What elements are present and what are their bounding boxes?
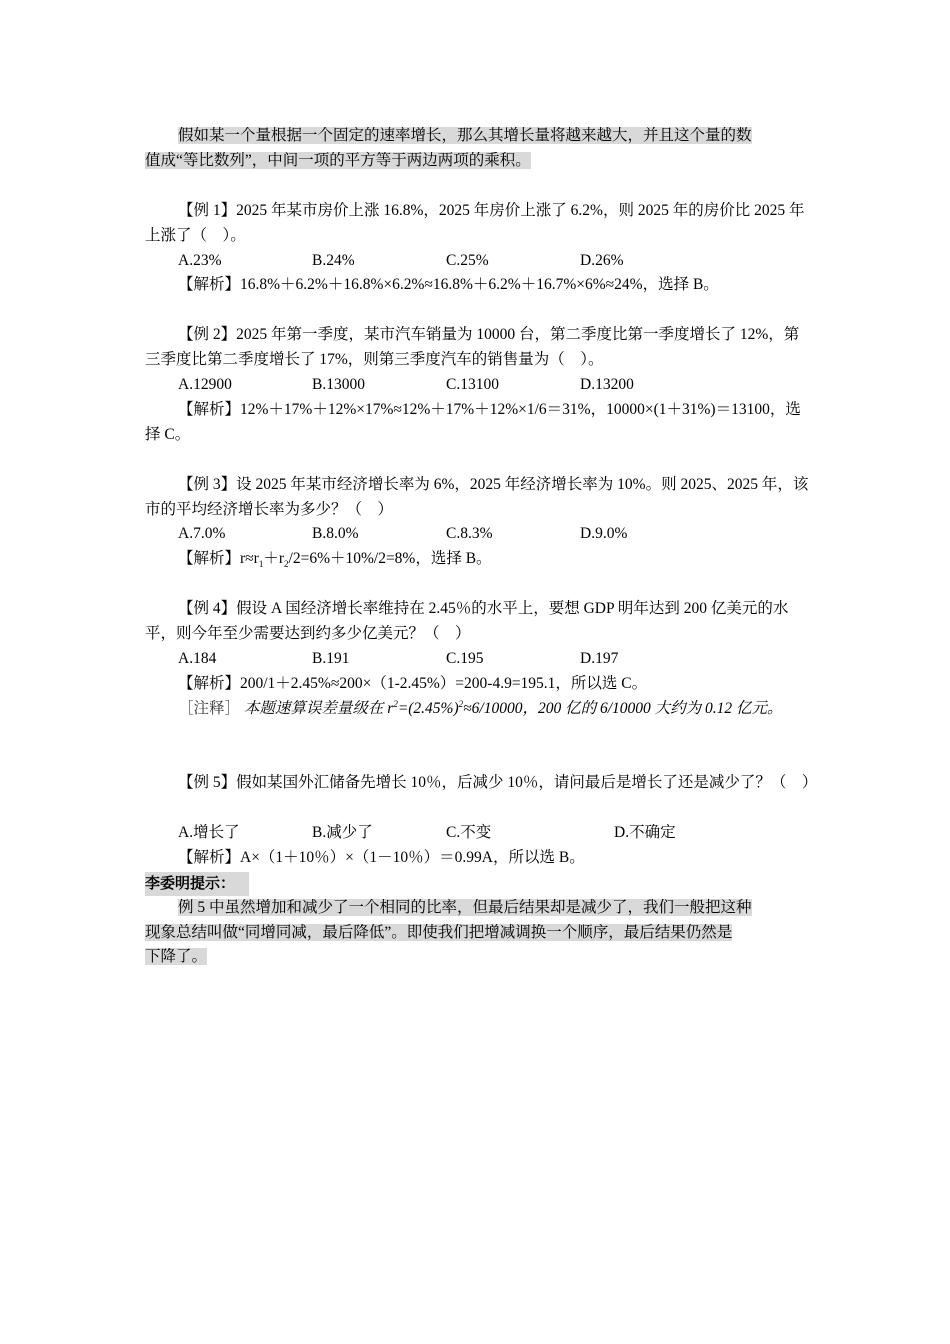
example-4-options [178, 647, 818, 671]
note-label: ［注释］ [178, 700, 241, 717]
option-a: A.增长了 [178, 824, 240, 841]
option-d: D.26% [580, 252, 624, 269]
option-c: C.不变 [446, 824, 492, 841]
example-4-answer: 【解析】200/1＋2.45%≈200×（1-2.45%）=200-4.9=195.1，所以选 C。 [178, 675, 648, 692]
option-a: A.12900 [178, 376, 232, 393]
option-b: B.减少了 [312, 824, 373, 841]
example-1-options [178, 249, 818, 273]
option-b: B.13000 [312, 376, 365, 393]
option-c: C.195 [446, 650, 484, 667]
example-2-question: 【例 2】2025 年第一季度，某市汽车销量为 10000 台，第二季度比第一季度增长了 12%，第三季度比第二季度增长了 17%，则第三季度汽车的销售量为（ ）。 [145, 326, 800, 368]
option-b: B.24% [312, 252, 355, 269]
option-a: A.23% [178, 252, 222, 269]
example-5-answer: 【解析】A×（1＋10％）×（1－10％）＝0.99A，所以选 B。 [178, 849, 585, 866]
example-1-question: 【例 1】2025 年某市房价上涨 16.8%，2025 年房价上涨了 6.2%，则 2025 年的房价比 2025 年上涨了（ ）。 [145, 202, 805, 244]
example-3-answer: 【解析】$r\approx r_1+r_2/2=6\%+10\%/2=8\%$，选择 B。 [178, 550, 492, 570]
intro-paragraph [145, 124, 810, 173]
tip-line-2: 现象总结叫做“同增同减，最后降低”。即使我们把增减调换一个顺序，最后结果仍然是 [145, 923, 733, 941]
option-d: D.不确定 [614, 824, 676, 841]
option-b: B.8.0% [312, 525, 359, 542]
example-2-answer: 【解析】12%＋17%＋12%×17%≈12%＋17%＋12%×1/6＝31%，10000×(1＋31%)＝13100，选择 C。 [145, 401, 801, 443]
example-2-options [178, 373, 818, 397]
option-b: B.191 [312, 650, 350, 667]
example-4-question: 【例 4】假设 A 国经济增长率维持在 2.45％的水平上，要想 GDP 明年达到 200 亿美元的水平，则今年至少需要达到约多少亿美元？（ ） [145, 600, 789, 642]
option-d: D.13200 [580, 376, 634, 393]
option-a: A.184 [178, 650, 217, 667]
option-d: D.9.0% [580, 525, 628, 542]
tip-line-1: 例 5 中虽然增加和减少了一个相同的比率，但最后结果却是减少了，我们一般把这种 [178, 899, 752, 916]
tip-line-3: 下降了。 [145, 948, 208, 965]
option-c: C.8.3% [446, 525, 493, 542]
intro-line-2: 值成“等比数列”，中间一项的平方等于两边两项的乘积。 [145, 151, 531, 169]
example-5-options [178, 821, 818, 845]
tip-paragraph [145, 896, 810, 970]
option-d: D.197 [580, 650, 619, 667]
example-4-note: ［注释］ 本题速算误差量级在 r$^2$=(2.45%)$^2$≈6/10000，200 亿的 6/10000 大约为 0.12 亿元。 [178, 698, 783, 717]
option-c: C.25% [446, 252, 489, 269]
option-c: C.13100 [446, 376, 499, 393]
tip-title: 李委明提示： [145, 872, 249, 896]
example-5-question: 【例 5】假如某国外汇储备先增长 10％，后减少 10％，请问最后是增长了还是减少了？（ ） [178, 774, 818, 791]
example-1-answer: 【解析】16.8%＋6.2%＋16.8%×6.2%≈16.8%＋6.2%＋16.7%×6%≈24%，选择 B。 [178, 276, 719, 293]
intro-line-1: 假如某一个量根据一个固定的速率增长，那么其增长量将越来越大，并且这个量的数 [178, 127, 752, 144]
example-3-options [178, 522, 818, 546]
option-a: A.7.0% [178, 525, 226, 542]
example-3-question: 【例 3】设 2025 年某市经济增长率为 6%，2025 年经济增长率为 10%。则 2025、2025 年，该市的平均经济增长率为多少？（ ） [145, 476, 809, 518]
